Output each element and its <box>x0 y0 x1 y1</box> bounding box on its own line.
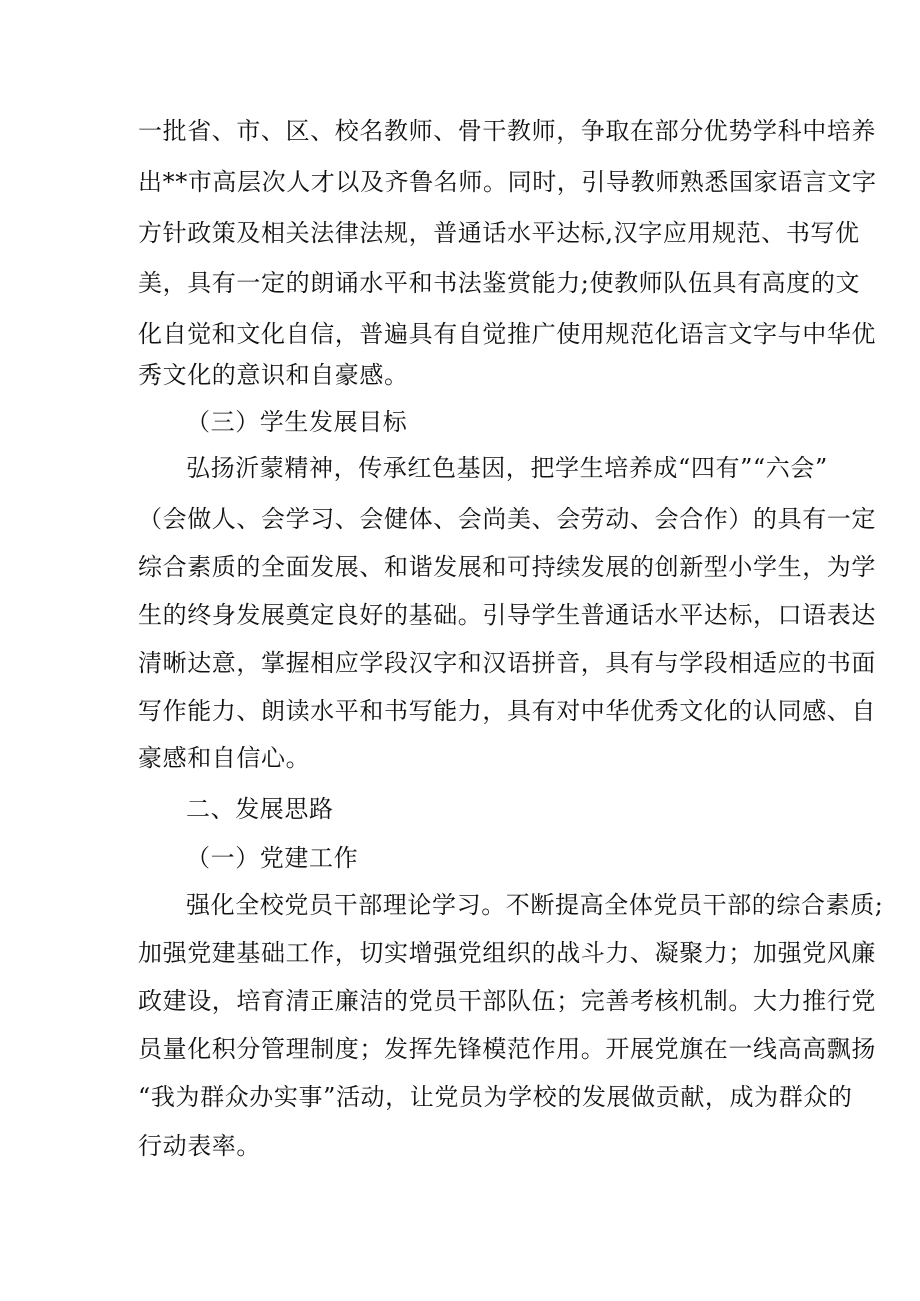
student-paragraph-line: （会做人、会学习、会健体、会尚美、会劳动、会合作）的具有一定 <box>138 505 876 533</box>
party-paragraph-line: 强化全校党员干部理论学习。不断提高全体党员干部的综合素质; <box>186 891 884 919</box>
student-paragraph-line: 生的终身发展奠定良好的基础。引导学生普通话水平达标，口语表达 <box>138 601 876 629</box>
section-heading-party: （一）党建工作 <box>186 844 359 872</box>
teacher-paragraph-line: 美，具有一定的朗诵水平和书法鉴赏能力;使教师队伍具有高度的文 <box>138 269 861 297</box>
teacher-paragraph-line: 化自觉和文化自信，普遍具有自觉推广使用规范化语言文字与中华优 <box>138 320 876 348</box>
student-paragraph-line: 综合素质的全面发展、和谐发展和可持续发展的创新型小学生，为学 <box>138 553 876 581</box>
section-heading-development: 二、发展思路 <box>186 795 334 823</box>
student-paragraph-line: 豪感和自信心。 <box>138 744 311 772</box>
party-paragraph-line: “我为群众办实事”活动，让党员为学校的发展做贡献，成为群众的 <box>138 1083 853 1111</box>
party-paragraph-line: 加强党建基础工作，切实增强党组织的战斗力、凝聚力；加强党风廉 <box>138 939 876 967</box>
teacher-paragraph-line: 一批省、市、区、校名教师、骨干教师，争取在部分优势学科中培养 <box>138 117 876 145</box>
student-paragraph-line: 清晰达意，掌握相应学段汉字和汉语拼音，具有与学段相适应的书面 <box>138 649 876 677</box>
teacher-paragraph-line: 出**市高层次人才以及齐鲁名师。同时，引导教师熟悉国家语言文字 <box>138 168 877 196</box>
teacher-paragraph-line: 方针政策及相关法律法规，普通话水平达标,汉字应用规范、书写优 <box>138 219 860 247</box>
student-paragraph-line: 弘扬沂蒙精神，传承红色基因，把学生培养成“四有”“六会” <box>186 454 828 482</box>
party-paragraph-line: 行动表率。 <box>138 1132 261 1160</box>
section-heading-student-goal: （三）学生发展目标 <box>186 408 408 436</box>
student-paragraph-line: 写作能力、朗读水平和书写能力，具有对中华优秀文化的认同感、自 <box>138 697 876 725</box>
teacher-paragraph-line: 秀文化的意识和自豪感。 <box>138 361 409 389</box>
party-paragraph-line: 员量化积分管理制度；发挥先锋模范作用。开展党旗在一线高高飘扬 <box>138 1035 876 1063</box>
party-paragraph-line: 政建设，培育清正廉洁的党员干部队伍；完善考核机制。大力推行党 <box>138 987 876 1015</box>
